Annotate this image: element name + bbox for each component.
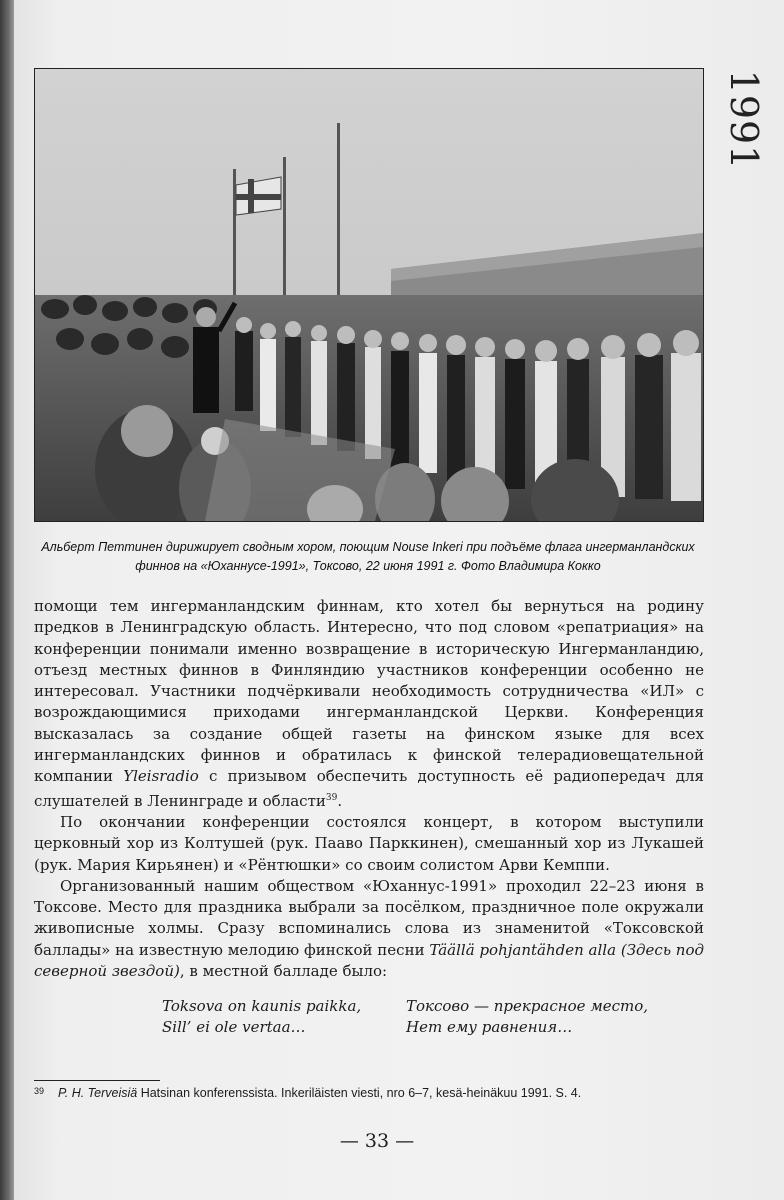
running-head-year: 1991 [722,69,766,171]
paragraph-2: По окончании конференции состоялся концерт, в котором выступили церковный хор из Колтушей (рук. Пааво Парккинен), смешанный хор из Лукашей (рук. Мария Кирьянен) и «Рёнтюшки» со своим солистом Арви Кемппи. [34,812,704,874]
poem-russian [406,996,648,1038]
choir-photo [34,68,704,522]
paragraph-1-tail: с призывом обеспечить доступность её радиопередач для слушателей в Ленинграде и области [34,767,705,810]
poem-russian-line-2: Нет ему равнения… [406,1018,573,1036]
footnote-italic: P. H. Terveisiä [58,1086,138,1100]
body-text [34,596,704,982]
paragraph-1-italic: Yleisradio [123,767,199,786]
book-page [14,0,784,1200]
paragraph-3-italic: Täällä pohjantähden alla (Здесь под северной звездой) [34,940,704,981]
paragraph-1-text: помощи тем ингерманландским финнам, кто хотел бы вернуться на родину предков в Ленинградскую область. Интересно, что под словом «репатриация» на конференции понимали именно возвращение в историческую Ингерманландию, отъезд местных финнов в Финляндию участников конференции особенно не интересовал. Участники подчёркивали необходимость сотрудничества «ИЛ» с возрождающимися приходами ингерманландской Церкви. Конференция высказалась за создание общей газеты на финском языке для всех ингерманландских финнов и обратилась к финской телерадиовещательной компании [34,597,704,786]
footnote-number: 39 [34,1086,45,1096]
poem-finnish-line-1: Toksova on kaunis paikka, [162,997,362,1015]
paragraph-3 [34,876,704,982]
poem-finnish-line-2: Sill’ ei ole vertaa… [162,1018,306,1036]
choir-photo-illustration [35,69,703,521]
poem-finnish [162,996,361,1038]
paragraph-1 [34,596,704,812]
footnote [34,1086,714,1100]
paragraph-3-text: Организованный нашим обществом «Юханнус-1991» проходил 22–23 июня в Токсове. Место для праздника выбрали за посёлком, праздничное поле окружали живописные холмы. Сразу вспоминались слова из знаменитой «Токсовской баллады» на известную мелодию финской песни [34,876,704,959]
page-number: — 33 — [339,1130,415,1152]
footnote-divider [34,1080,160,1081]
photo-caption [34,538,702,576]
poem-russian-line-1: Токсово — прекрасное место, [406,997,649,1015]
paragraph-3-end: , в местной балладе было: [179,962,388,981]
caption-line-2: финнов на «Юханнусе-1991», Токсово, 22 июня 1991 г. Фото Владимира Кокко [135,559,601,573]
footnote-ref[interactable]: 39 [325,792,338,803]
book-gutter [0,0,14,1200]
paragraph-1-end: . [337,791,343,810]
footnote-text: Hatsinan konferenssista. Inkeriläisten viesti, nro 6–7, kesä-heinäkuu 1991. S. 4. [137,1086,582,1100]
caption-line-1: Альберт Петтинен дирижирует сводным хором, поющим Nouse Inkeri при подъёме флага ингерманландских [41,540,695,554]
